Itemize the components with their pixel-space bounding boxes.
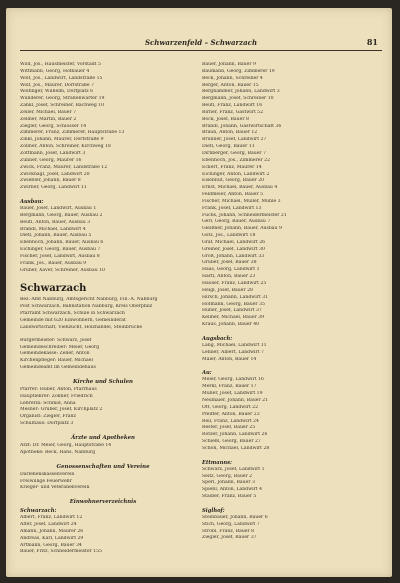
directory-entry: Zwießler, Johann, Bauer 8 — [20, 178, 81, 184]
directory-entry: Gleißner, Johann, Bauer, Ausbau 9 — [202, 226, 282, 232]
directory-entry: Sperl, Johann, Bauer 3 — [202, 480, 255, 486]
directory-entry: Zankl, Josef, Schreiner, Bachweg 10 — [20, 103, 105, 109]
directory-entry: Ebenhöch, Jos., Zimmerer 22 — [202, 157, 271, 163]
directory-entry: Amann, Johann, Maurer 26 — [20, 528, 84, 534]
directory-entry: Heigl, Josef, Bauer 28 — [202, 287, 253, 293]
subsection-heading: Schwarzach: — [20, 508, 57, 515]
directory-entry: Bauer, Fritz, Schneidermeister 155 — [20, 549, 103, 555]
subsection-heading: Siglhof: — [202, 507, 225, 514]
subsection-heading: Ettmanns: — [202, 459, 232, 466]
directory-entry: Dirnberger, Georg, Bauer 7 — [202, 150, 267, 156]
directory-entry: Pfarramt Schwarzach, Schule in Schwarzach — [20, 311, 125, 317]
directory-entry: Apotheke: Beck, Hans, Nabburg — [20, 449, 96, 455]
directory-entry: Strobl, Franz, Bauer 8 — [202, 528, 255, 534]
directory-entry: Landwirtschaft, Viehzucht, Holzhandel, Steinbrüche — [20, 324, 143, 330]
directory-entry: Gemeindeschreiber: Meier, Georg — [20, 344, 100, 350]
directory-entry: Zollner, Anton, Schreiner, Kirchweg 18 — [20, 144, 111, 150]
directory-entry: Dietl, Georg, Bauer 11 — [202, 144, 255, 150]
directory-entry: Kirchenpfleger: Bauer, Michael — [20, 358, 93, 364]
directory-entry: Post Schwarzach, Bahnstation Nabburg, Kreis Oberpfalz — [20, 304, 153, 310]
directory-entry: Schulhaus: Dorfplatz 3 — [20, 421, 74, 427]
directory-entry: Steinbauer, Johann, Bauer 6 — [202, 514, 268, 520]
directory-entry: Bauer, Johann, Bauer 9 — [202, 62, 256, 67]
directory-entry: Berghammer, Johann, Landwirt 3 — [202, 89, 280, 95]
directory-entry: Zwick, Franz, Maurer, Landstraße 12 — [20, 164, 108, 170]
directory-entry: Graf, Michael, Landwirt 26 — [202, 239, 266, 245]
subsection-heading: Augsbach: — [202, 335, 233, 342]
directory-entry: Stadler, Franz, Bauer 5 — [202, 494, 257, 500]
directory-entry: Eichinger, Georg, Bauer, Ausbau 7 — [20, 247, 101, 253]
directory-entry: Ziegler, Josef, Bauer 37 — [202, 535, 257, 541]
directory-entry: Bock, Josef, Bauer 8 — [202, 116, 249, 122]
page-header — [20, 38, 382, 51]
directory-entry: Haas, Georg, Landwirt 1 — [202, 267, 260, 273]
directory-entry: Dietl, Johann, Bauer, Ausbau 5 — [20, 233, 92, 239]
directory-entry: Beutl, Franz, Landwirt 16 — [202, 103, 263, 109]
directory-entry: Berger, Anton, Bauer 15 — [202, 82, 259, 88]
directory-entry: Darlehenskassenverein — [20, 471, 75, 477]
directory-entry: Frank, Josef, Landwirt 13 — [202, 205, 262, 211]
directory-entry: Hartl, Anton, Bauer 23 — [202, 274, 256, 280]
directory-entry: Hofmann, Georg, Bauer 35 — [202, 301, 265, 307]
directory-entry: Eichinger, Anton, Landwirt 2 — [202, 171, 270, 177]
directory-entry: Bergmann, Josef, Schreiner 10 — [202, 96, 274, 102]
directory-entry: Pfarrer: Huber, Anton, Pfarrhaus — [20, 386, 97, 392]
directory-entry: Schön, Michael, Landwirt 28 — [202, 445, 270, 451]
directory-entry: Müller, Josef, Landwirt 19 — [202, 391, 263, 397]
directory-entry: Ebenhöch, Johann, Bauer, Ausbau 6 — [20, 240, 104, 246]
directory-entry: Lang, Michael, Landwirt 11 — [202, 342, 267, 348]
directory-entry: Eckert, Franz, Maurer 14 — [202, 164, 262, 170]
directory-entry: Rester, Josef, Bauer 25 — [202, 425, 256, 431]
directory-entry: Hirsch, Johann, Landwirt 31 — [202, 294, 269, 300]
directory-entry: Zwirner, Georg, Landwirt 11 — [20, 185, 87, 191]
directory-entry: Groß, Johann, Landwirt 33 — [202, 253, 265, 259]
directory-entry: Huber, Josef, Landwirt 37 — [202, 308, 262, 314]
directory-entry: Pfeiffer, Anton, Bauer 23 — [202, 411, 260, 417]
directory-entry: Neumaier, Johann, Bauer 21 — [202, 397, 269, 403]
directory-entry: Zinkl, Johann, Maurer, Dorfstraße 9 — [20, 137, 104, 143]
page-number: 81 — [366, 37, 378, 47]
directory-entry: Rötzer, Johann, Landwirt 26 — [202, 432, 268, 438]
directory-entry: Eisenhut, Georg, Bauer 20 — [202, 178, 265, 184]
directory-entry: Braun, Anton, Bauer 12 — [202, 130, 258, 136]
directory-entry: Gemeindeamt im Gemeindehaus — [20, 365, 96, 371]
subsection-heading: Ausbau: — [20, 199, 44, 206]
directory-entry: Seitz, Georg, Bauer 2 — [202, 473, 253, 479]
directory-entry: Lehrerin: Schmid, Anna — [20, 400, 76, 406]
directory-entry: Zunner, Georg, Maurer 16 — [20, 157, 82, 163]
directory-entry: Fischer, Michael, Müller, Mühle 3 — [202, 198, 281, 204]
directory-entry: Bürgermeister: Schwarz, Josef — [20, 337, 92, 343]
directory-entry: Wolf, Jos., Landwirt, Landstraße 15 — [20, 75, 103, 81]
directory-entry: Organist: Ziegler, Franz — [20, 414, 76, 420]
directory-entry: Baumann, Georg, Zimmerer 19 — [202, 68, 275, 74]
section-heading: Kirche und Schulen — [73, 378, 133, 385]
directory-entry: Götz, Jos., Landwirt 18 — [202, 233, 256, 239]
book-page — [6, 8, 392, 577]
directory-entry: Maier, Anton, Bauer 14 — [202, 356, 257, 362]
place-heading: Schwarzach — [20, 283, 87, 295]
directory-entry: Wild, Jos., Hausmeister, Vorstadt 5 — [20, 62, 101, 67]
directory-entry: Kraus, Johann, Bauer 40 — [202, 322, 260, 328]
directory-entry: Kellner, Michael, Bauer 39 — [202, 315, 265, 321]
directory-entry: Wittmann, Georg, Hofbauer 4 — [20, 68, 90, 74]
directory-entry: Zimmerer, Franz, Zimmerer, Hauptstraße 13 — [20, 130, 125, 136]
directory-entry: Fuchs, Johann, Schneidermeister 21 — [202, 212, 287, 218]
directory-entry: Schwarz, Josef, Landwirt 1 — [202, 466, 265, 472]
left-column — [20, 62, 186, 556]
directory-entry: Zwicknagl, Josef, Landwirt 20 — [20, 171, 90, 177]
directory-entry: Hauser, Franz, Landwirt 25 — [202, 281, 267, 286]
directory-entry: Zellner, Martin, Bauer 2 — [20, 116, 77, 122]
directory-entry: Gemeinde mit 620 Einwohnern, Gemeinderat — [20, 318, 126, 323]
directory-entry: Arzt: Dr. Meier, Georg, Hauptstraße 14 — [20, 442, 112, 448]
directory-entry: Artmann, Georg, Bauer 34 — [20, 542, 82, 548]
subsection-heading: Au: — [202, 370, 212, 377]
directory-entry: Gruber, Xaver, Schreiner, Ausbau 10 — [20, 267, 105, 273]
directory-entry: Meier, Georg, Landwirt 16 — [202, 377, 264, 383]
directory-entry: Bauer, Josef, Landwirt, Ausbau 1 — [20, 206, 97, 212]
running-title: Schwarzenfeld – Schwarzach — [144, 38, 258, 47]
directory-entry: Fischer, Josef, Landwirt, Ausbau 8 — [20, 253, 100, 259]
directory-entry: Reil, Franz, Landwirt 24 — [202, 418, 259, 424]
directory-entry: Greiner, Josef, Landwirt 30 — [202, 246, 265, 252]
directory-entry: Birner, Franz, Gastwirt 52 — [202, 109, 264, 115]
directory-entry: Frank, Jos., Bauer, Ausbau 9 — [20, 260, 87, 266]
directory-entry: Brandl, Michael, Landwirt 4 — [20, 226, 86, 232]
directory-entry: Wolf, Jos., Maurer, Dorfstraße 7 — [20, 82, 95, 88]
directory-entry: Feldmeier, Anton, Bauer 5 — [202, 192, 264, 198]
directory-entry: Spießl, Anton, Landwirt 4 — [202, 487, 263, 493]
directory-entry: Brandl, Johann, Gastwirtschaft 36 — [202, 123, 282, 129]
directory-entry: Gruber, Josef, Bauer 38 — [202, 260, 257, 266]
directory-entry: Ziegler, Georg, Schlosser 14 — [20, 123, 87, 129]
section-heading: Ärzte und Apotheken — [71, 434, 135, 441]
spacer — [20, 274, 186, 280]
directory-entry: Mesner: Gruber, Josef, Kirchplatz 2 — [20, 407, 103, 413]
directory-entry: Beutl, Anton, Bauer, Ausbau 3 — [20, 219, 91, 225]
directory-entry: Gerl, Georg, Bauer, Ausbau 7 — [202, 219, 271, 225]
directory-entry: Ott, Georg, Landwirt 22 — [202, 404, 259, 410]
directory-entry: Gemeindekasse: Zeller, Anton — [20, 351, 90, 357]
directory-entry: Zottmann, Josef, Landwirt 3 — [20, 150, 86, 156]
directory-entry: Albert, Franz, Landwirt 12 — [20, 515, 83, 521]
directory-entry: Bez.-Amt Nabburg, Amtsgericht Nabburg, Fin.-A. Nabburg — [20, 297, 158, 303]
directory-entry: Schießl, Georg, Bauer 27 — [202, 439, 261, 445]
directory-entry: Bergmann, Georg, Bauer, Ausbau 2 — [20, 212, 103, 218]
directory-entry: Krieger- und Veteranenverein — [20, 485, 90, 491]
directory-entry: Alter, Josef, Landwirt 24 — [20, 522, 77, 528]
directory-entry: Beck, Johann, Schreiner 4 — [202, 75, 263, 81]
directory-entry: Wolfinger, Wilhelm, Dorfplatz 6 — [20, 89, 94, 95]
directory-entry: Zeller, Michael, Bauer 7 — [20, 109, 77, 115]
directory-entry: Wunderer, Georg, Straßenwärter 19 — [20, 96, 105, 102]
directory-entry: Ernst, Michael, Bauer, Ausbau 4 — [202, 185, 278, 191]
directory-entry: Merkl, Franz, Bauer 17 — [202, 384, 257, 390]
directory-entry: Hauptlehrer: Zöllner, Friedrich — [20, 393, 93, 399]
section-heading: Genossenschaften und Vereine — [56, 463, 150, 470]
directory-entry: Brunner, Josef, Landwirt 27 — [202, 137, 267, 143]
directory-entry: Freiwillige Feuerwehr — [20, 478, 72, 484]
right-column — [202, 62, 368, 542]
directory-entry: Lehner, Albert, Landwirt 7 — [202, 349, 264, 355]
directory-entry: Andreas, Karl, Landwirt 29 — [20, 535, 84, 541]
directory-entry: Stich, Georg, Landwirt 7 — [202, 521, 260, 527]
section-heading: Einwohnerverzeichnis — [69, 499, 137, 506]
